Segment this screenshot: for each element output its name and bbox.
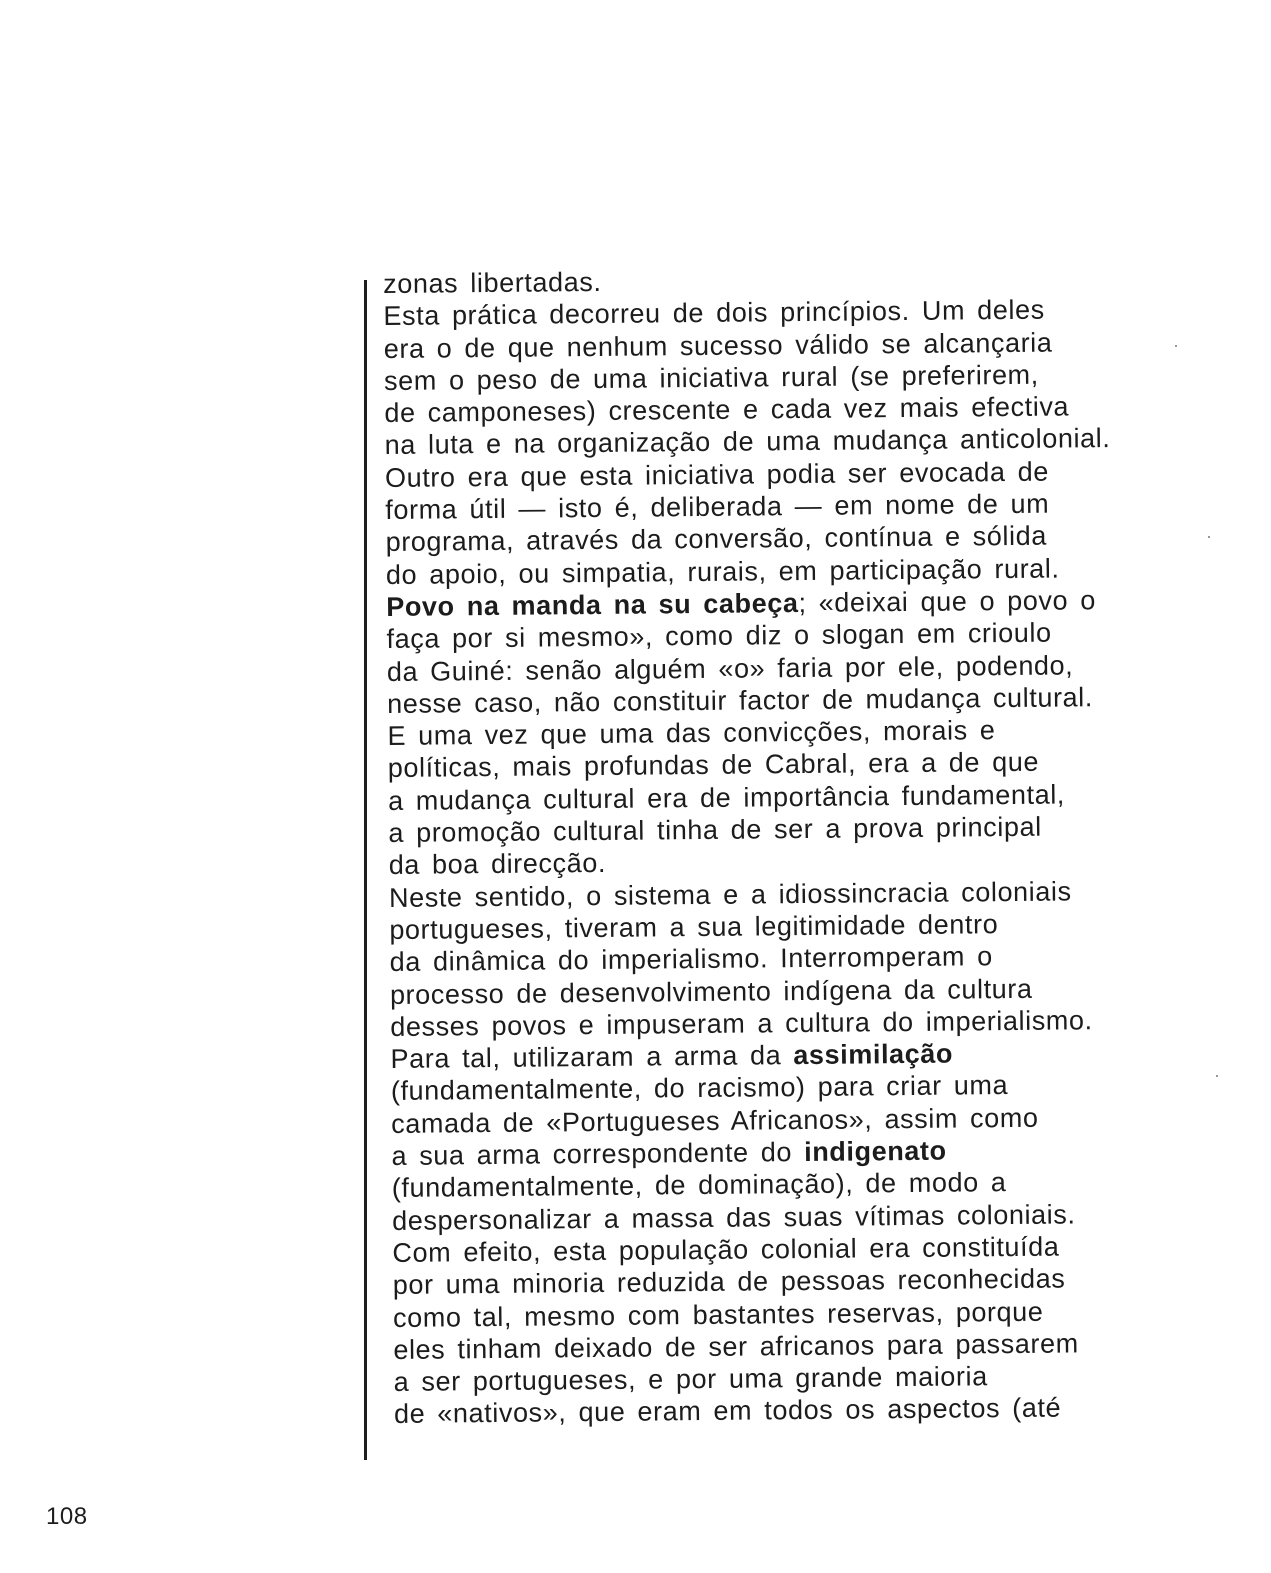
scan-speck <box>1175 345 1177 347</box>
line-text: como tal, mesmo com bastantes reservas, porque <box>392 1296 1044 1333</box>
line-text: Esta prática decorreu de dois princípios. Um deles <box>383 294 1045 332</box>
line-text: da boa direcção. <box>388 848 607 881</box>
line-text: camada de «Portugueses Africanos», assim como <box>391 1102 1039 1139</box>
scan-speck <box>1216 1075 1218 1077</box>
line-text: (fundamentalmente, do racismo) para criar uma <box>390 1070 1009 1107</box>
line-text: portugueses, tiveram a sua legitimidade dentro <box>389 909 999 945</box>
line-text: (fundamentalmente, de dominação), de modo a <box>391 1167 1007 1204</box>
line-text: zonas libertadas. <box>383 266 602 299</box>
line-text: nesse caso, não constituir factor de mudança cultural. <box>387 682 1094 719</box>
line-text: a sua arma correspondente do <box>391 1137 805 1171</box>
line-text: Para tal, utilizaram a arma da <box>390 1040 794 1075</box>
line-text: de camponeses) crescente e cada vez mais efectiva <box>384 391 1070 429</box>
line-text: era o de que nenhum sucesso válido se alcançaria <box>383 327 1053 364</box>
page-number: 108 <box>46 1503 88 1530</box>
line-text: despersonalizar a massa das suas vítimas coloniais. <box>392 1199 1076 1236</box>
line-text: faça por si mesmo», como diz o slogan em crioulo <box>386 617 1052 655</box>
bold-term-indigenato: indigenato <box>804 1135 947 1168</box>
line-text: de «nativos», que eram em todos os aspectos (até <box>393 1392 1062 1430</box>
body-text <box>383 260 1254 1431</box>
bold-phrase-crioulo-slogan: Povo na manda na su cabeça <box>386 587 799 622</box>
line-text: Neste sentido, o sistema e a idiossincracia coloniais <box>388 876 1072 913</box>
line-text: desses povos e impuseram a cultura do imperialismo. <box>390 1005 1093 1042</box>
margin-rule <box>364 280 367 1460</box>
line-text: eles tinham deixado de ser africanos para passarem <box>393 1328 1079 1365</box>
line-text: por uma minoria reduzida de pessoas reconhecidas <box>392 1263 1066 1301</box>
line-text: da dinâmica do imperialismo. Interromperam o <box>389 941 993 978</box>
line-text: políticas, mais profundas de Cabral, era a de que <box>387 747 1040 784</box>
line-text: ; «deixai que o povo o <box>798 585 1097 618</box>
line-text: Com efeito, esta população colonial era constituída <box>392 1231 1060 1268</box>
line-text: forma útil — isto é, deliberada — em nome de um <box>385 488 1050 526</box>
bold-term-assimilacao: assimilação <box>793 1038 954 1071</box>
line-text: da Guiné: senão alguém «o» faria por ele, podendo, <box>386 649 1074 687</box>
line-text: a ser portugueses, e por uma grande maioria <box>393 1361 988 1398</box>
line-text: processo de desenvolvimento indígena da cultura <box>389 973 1033 1010</box>
scan-speck <box>1208 536 1210 538</box>
line-text: a mudança cultural era de importância fundamental, <box>387 779 1066 816</box>
line-text: sem o peso de uma iniciativa rural (se preferirem, <box>383 359 1039 396</box>
line-text: na luta e na organização de uma mudança anticolonial. <box>384 423 1111 461</box>
line-text: E uma vez que uma das convicções, morais e <box>387 715 996 752</box>
line-text: Outro era que esta iniciativa podia ser evocada de <box>384 456 1050 493</box>
text-line <box>394 1390 1254 1431</box>
line-text: do apoio, ou simpatia, rurais, em participação rural. <box>385 553 1060 590</box>
line-text: programa, através da conversão, contínua e sólida <box>385 521 1048 558</box>
line-text: a promoção cultural tinha de ser a prova principal <box>388 811 1042 849</box>
